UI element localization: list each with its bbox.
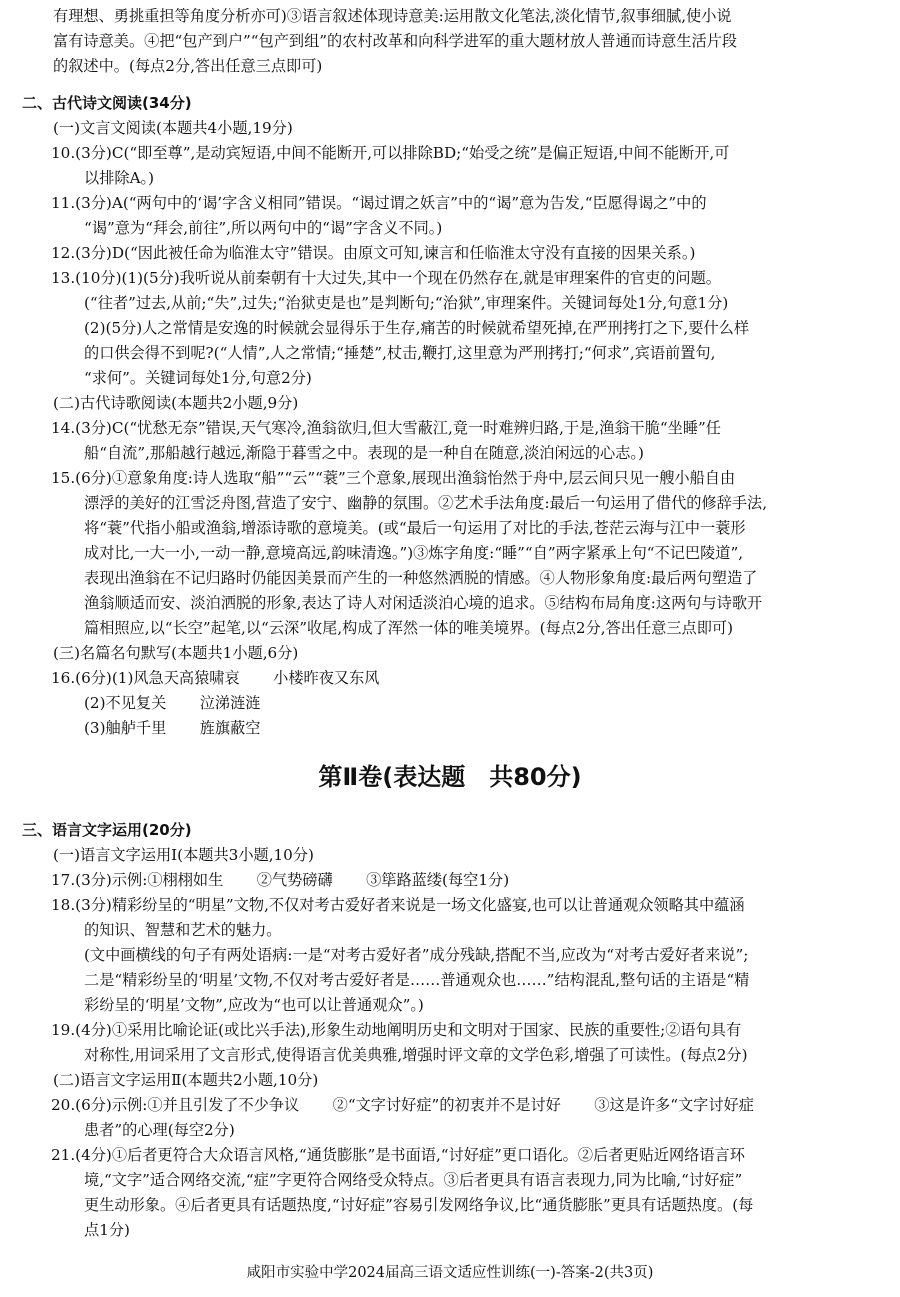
answer-line: 点1分) <box>84 1221 130 1239</box>
answer-line: 渔翁顺适而安、淡泊洒脱的形象,表达了诗人对闲适淡泊心境的追求。⑤结构布局角度:这两句与诗歌开 <box>84 594 763 612</box>
section-2 <box>22 91 886 741</box>
text-line: 的叙述中。(每点2分,答出任意三点即可) <box>53 57 323 75</box>
answer-line: “谒”意为“拜会,前往”,所以两句中的“谒”字含义不同。) <box>84 219 443 237</box>
answer-q14 <box>22 416 886 466</box>
answer-line: 的口供会得不到呢?(“人情”,人之常情;“捶楚”,杖击,鞭打,这里意为严刑拷打;“何求”,宾语前置句, <box>84 344 716 362</box>
answer-line: 对称性,用词采用了文言形式,使得语言优美典雅,增强时评文章的文学色彩,增强了可读性。(每点2分) <box>84 1046 748 1064</box>
answer-line: 境,“文字”适合网络交流,“症”字更符合网络受众特点。③后者更具有语言表现力,同为比喻,“讨好症” <box>84 1171 743 1189</box>
answer-q21 <box>22 1143 886 1243</box>
answer-line: 篇相照应,以“长空”起笔,以“云深”收尾,构成了浑然一体的唯美境界。(每点2分,答出任意三点即可) <box>84 619 734 637</box>
answer-line: 二是“精彩纷呈的‘明星’文物,不仅对考古爱好者是……普通观众也……”结构混乱,整句话的主语是“精 <box>84 971 750 989</box>
subsection-title: (三)名篇名句默写(本题共1小题,6分) <box>53 644 299 662</box>
answer-q11 <box>22 191 886 241</box>
answer-item: (3)舳舻千里 <box>84 719 167 737</box>
answer-line: 将“蓑”代指小船或渔翁,增添诗歌的意境美。(或“最后一句运用了对比的手法,苍茫云海与江中一蓑形 <box>84 519 746 537</box>
answer-line: 更生动形象。④后者更具有话题热度,“讨好症”容易引发网络争议,比“通货膨胀”更具有话题热度。(每 <box>84 1196 754 1214</box>
answer-item: 20.(6分)示例:①并且引发了不少争议 <box>51 1096 300 1114</box>
answer-line: 10.(3分)C(“即至尊”,是动宾短语,中间不能断开,可以排除BD;“始受之统”是偏正短语,中间不能断开,可 <box>51 144 730 162</box>
section-3 <box>22 818 886 1243</box>
answer-line: 15.(6分)①意象角度:诗人选取“船”“云”“蓑”三个意象,展现出渔翁怡然于舟中,层云间只见一艘小船自由 <box>51 469 736 487</box>
q9-continuation <box>22 4 886 79</box>
answer-line: 19.(4分)①采用比喻论证(或比兴手法),形象生动地阐明历史和文明对于国家、民族的重要性;②语句具有 <box>51 1021 742 1039</box>
section-title: 二、古代诗文阅读(34分) <box>22 94 192 112</box>
answer-q17 <box>22 868 886 893</box>
answer-item: 16.(6分)(1)风急天高猿啸哀 <box>51 669 240 687</box>
answer-line: 21.(4分)①后者更符合大众语言风格,“通货膨胀”是书面语,“讨好症”更口语化。②后者更贴近网络语言环 <box>51 1146 745 1164</box>
answer-q19 <box>22 1018 886 1068</box>
answer-line <box>51 1093 886 1118</box>
answer-line <box>51 868 886 893</box>
answer-item: 泣涕涟涟 <box>199 694 261 712</box>
answer-line: (“往者”过去,从前;“失”,过失;“治狱吏是也”是判断句;“治狱”,审理案件。关键词每处1分,句意1分) <box>84 294 729 312</box>
subsection-title: (一)文言文阅读(本题共4小题,19分) <box>53 119 293 137</box>
subsection-title: (一)语言文字运用Ⅰ(本题共3小题,10分) <box>53 846 314 864</box>
answer-line: 12.(3分)D(“因此被任命为临淮太守”错误。由原文可知,谏言和任临淮太守没有直接的因果关系。) <box>51 244 696 262</box>
answer-q15 <box>22 466 886 641</box>
answer-line: 的知识、智慧和艺术的魅力。 <box>84 921 282 939</box>
answer-line: 11.(3分)A(“两句中的‘谒’字含义相同”错误。“谒过谓之妖言”中的“谒”意为告发,“臣愿得谒之”中的 <box>51 194 707 212</box>
page-footer: 咸阳市实验中学2024届高三语文适应性训练(一)-答案-2(共3页) <box>246 1265 654 1281</box>
answer-q16 <box>22 666 886 741</box>
answer-line: 表现出渔翁在不记归路时仍能因美景而产生的一种悠然洒脱的情感。④人物形象角度:最后两句塑造了 <box>84 569 758 587</box>
answer-line: 以排除A。) <box>84 169 155 187</box>
answer-line: “求何”。关键词每处1分,句意2分) <box>84 369 312 387</box>
subsection-title: (二)语言文字运用Ⅱ(本题共2小题,10分) <box>53 1071 319 1089</box>
answer-line: 患者”的心理(每空2分) <box>84 1121 235 1139</box>
answer-line <box>51 666 886 691</box>
answer-item: 小楼昨夜又东风 <box>273 669 380 687</box>
answer-line <box>53 716 886 741</box>
answer-line: 13.(10分)(1)(5分)我听说从前秦朝有十大过失,其中一个现在仍然存在,就是审理案件的官吏的问题。 <box>51 269 721 287</box>
answer-line: 成对比,一大一小,一动一静,意境高远,韵味清逸。”)③炼字角度:“睡”“自”两字紧承上句“不记巴陵道”, <box>84 544 744 562</box>
answer-line: 船“自流”,那船越行越远,渐隐于暮雪之中。表现的是一种自在随意,淡泊闲远的心志。) <box>84 444 644 462</box>
answer-line: (文中画横线的句子有两处语病:一是“对考古爱好者”成分残缺,搭配不当,应改为“对考古爱好者来说”; <box>84 946 749 964</box>
answer-item: 17.(3分)示例:①栩栩如生 <box>51 871 224 889</box>
answer-line: 18.(3分)精彩纷呈的“明星”文物,不仅对考古爱好者来说是一场文化盛宴,也可以让普通观众领略其中蕴涵 <box>51 896 745 914</box>
answer-q12 <box>22 241 886 266</box>
answer-q20 <box>22 1093 886 1143</box>
answer-line: 彩纷呈的‘明星’文物”,应改为“也可以让普通观众”。) <box>84 996 424 1014</box>
answer-line: 漂浮的美好的江雪泛舟图,营造了安宁、幽静的氛围。②艺术手法角度:最后一句运用了借代的修辞手法, <box>84 494 768 512</box>
answer-item: ②气势磅礴 <box>256 871 333 889</box>
answer-item: ③筚路蓝缕(每空1分) <box>366 871 510 889</box>
answer-item: 旌旗蔽空 <box>199 719 261 737</box>
answer-item: (2)不见复关 <box>84 694 167 712</box>
text-line: 有理想、勇挑重担等角度分析亦可)③语言叙述体现诗意美:运用散文化笔法,淡化情节,叙事细腻,使小说 <box>53 7 732 25</box>
answer-q13 <box>22 266 886 391</box>
section-title: 三、语言文字运用(20分) <box>22 821 192 839</box>
answer-item: ③这是许多“文字讨好症 <box>594 1096 754 1114</box>
answer-q18 <box>22 893 886 1018</box>
answer-line: 14.(3分)C(“忧愁无奈”错误,天气寒冷,渔翁欲归,但大雪蔽江,竟一时难辨归路,于是,渔翁干脆“坐睡”任 <box>51 419 721 437</box>
text-line: 富有诗意美。④把“包产到户”“包产到组”的农村改革和向科学进军的重大题材放人普通而诗意生活片段 <box>53 32 738 50</box>
part-2-title: 第Ⅱ卷(表达题 共80分) <box>318 763 582 791</box>
subsection-title: (二)古代诗歌阅读(本题共2小题,9分) <box>53 394 299 412</box>
answer-line: (2)(5分)人之常情是安逸的时候就会显得乐于生存,痛苦的时候就希望死掉,在严刑拷打之下,要什么样 <box>84 319 750 337</box>
answer-item: ②“文字讨好症”的初衷并不是讨好 <box>332 1096 561 1114</box>
answer-q10 <box>22 141 886 191</box>
answer-line <box>53 691 886 716</box>
